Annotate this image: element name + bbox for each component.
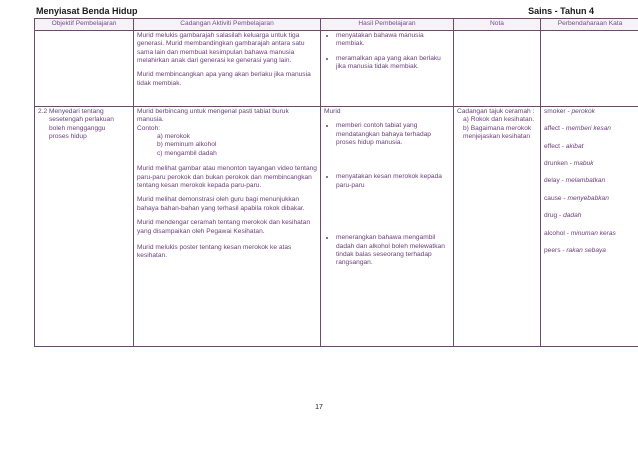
activity-paragraph: Murid melihat demonstrasi oleh guru bagi menunjukkan bahaya bahan-bahan yang terhasil apabila rokok dibakar. <box>137 196 305 212</box>
vocabulary-malay: melambatkan <box>565 177 606 185</box>
vocabulary-malay: rakan sebaya <box>566 247 606 255</box>
page-number: 17 <box>315 404 323 411</box>
objective-text: Menyedari tentang sesetengah perlakuan boleh mengganggu proses hidup <box>49 107 114 141</box>
table-row <box>35 106 638 346</box>
activity-paragraph: Murid melihat gambar atau menonton tayangan video tentang paru-paru perokok dan bukan perokok dan membincangkan tentang kesan merokok kepada paru-paru. <box>137 165 317 190</box>
column-header-activities: Cadangan Aktiviti Pembelajaran <box>134 19 321 31</box>
lesson-plan-table <box>34 18 638 347</box>
vocabulary-malay: memberi kesan <box>565 125 611 133</box>
outcome-item: • menyatakan bahawa manusia membiak. <box>336 32 450 49</box>
notes-intro: Cadangan tajuk ceramah : <box>457 107 535 115</box>
vocabulary-english: smoker - <box>544 107 572 115</box>
outcomes-cell <box>321 106 454 346</box>
vocabulary-english: peers - <box>544 247 567 255</box>
outcome-item: • meramalkan apa yang akan berlaku jika manusia tidak membiak. <box>336 55 450 72</box>
table-header-row <box>35 19 638 31</box>
vocabulary-malay: menyebabkan <box>567 194 609 202</box>
vocabulary-malay: perokok <box>571 107 595 115</box>
activity-intro: Murid berbincang untuk mengenal pasti tabiat buruk manusia. <box>137 107 289 124</box>
activity-paragraph: Murid melukis gambarajah salasilah keluarga untuk tiga generasi. Murid membandingkan gambarajah antara satu sama lain dan membuat kesimpulan bahawa manusia melahirkan anak dari generasi ke generasi yang lain. <box>137 31 305 65</box>
vocabulary-item <box>544 143 636 151</box>
objective-cell <box>35 30 134 106</box>
vocabulary-english: effect - <box>544 142 566 150</box>
vocabulary-english: delay - <box>544 177 566 185</box>
activity-paragraph: Murid mendengar ceramah tentang merokok dan kesihatan yang disampaikan oleh Pegawai Kesihatan. <box>137 219 311 235</box>
activities-cell <box>134 106 321 346</box>
outcome-item: • menerangkan bahawa mengambil dadah dan alkohol boleh melewatkan tindak balas seseorang terhadap rangsangan. <box>336 234 450 268</box>
activity-paragraph: Murid membincangkan apa yang akan berlaku jika manusia tidak membiak. <box>137 71 311 87</box>
activity-example-item: a) merokok <box>157 133 190 141</box>
vocabulary-item <box>544 195 636 203</box>
vocabulary-english: cause - <box>544 194 568 202</box>
vocabulary-english: affect - <box>544 125 566 133</box>
vocabulary-malay: dadah <box>563 212 582 220</box>
activity-example-label: Contoh: <box>137 124 161 132</box>
column-header-outcomes: Hasil Pembelajaran <box>321 19 454 31</box>
outcome-item: • memberi contoh tabiat yang mendatangkan bahaya terhadap proses hidup manusia. <box>336 122 450 147</box>
vocabulary-cell <box>541 106 638 346</box>
notes-cell <box>454 106 541 346</box>
vocabulary-english: drug - <box>544 212 564 220</box>
document-header-title: Menyiasat Benda Hidup <box>36 6 138 16</box>
document-header-subject: Sains - Tahun 4 <box>528 6 594 16</box>
outcomes-cell <box>321 30 454 106</box>
column-header-objective: Objektif Pembelajaran <box>35 19 134 31</box>
vocabulary-cell <box>541 30 638 106</box>
objective-number: 2.2 <box>38 107 48 115</box>
vocabulary-item <box>544 212 636 220</box>
activities-cell <box>134 30 321 106</box>
vocabulary-english: alcohol - <box>544 229 571 237</box>
notes-item: b) Bagaimana merokok menjejaskan kesihatan <box>463 124 532 141</box>
vocabulary-english: drunken - <box>544 160 574 168</box>
vocabulary-item <box>544 247 636 255</box>
vocabulary-malay: akibat <box>565 142 584 150</box>
vocabulary-item <box>544 230 636 238</box>
column-header-vocabulary: Perbendaharaan Kata <box>541 19 638 31</box>
vocabulary-item <box>544 177 636 185</box>
table-row <box>35 30 638 106</box>
objective-cell <box>35 106 134 346</box>
outcomes-heading: Murid <box>324 107 341 115</box>
vocabulary-malay: mabuk <box>573 160 594 168</box>
notes-cell <box>454 30 541 106</box>
column-header-notes: Nota <box>454 19 541 31</box>
vocabulary-item <box>544 108 636 116</box>
activity-paragraph: Murid melukis poster tentang kesan merokok ke atas kesihatan. <box>137 244 292 260</box>
vocabulary-item <box>544 160 636 168</box>
outcome-item: • menyatakan kesan merokok kepada paru-paru <box>336 173 450 190</box>
notes-item: a) Rokok dan kesihatan. <box>463 116 535 124</box>
activity-example-item: c) mengambil dadah <box>157 149 217 157</box>
vocabulary-malay: minuman keras <box>570 229 616 237</box>
vocabulary-item <box>544 125 636 133</box>
activity-example-item: b) meminum alkohol <box>157 141 217 149</box>
